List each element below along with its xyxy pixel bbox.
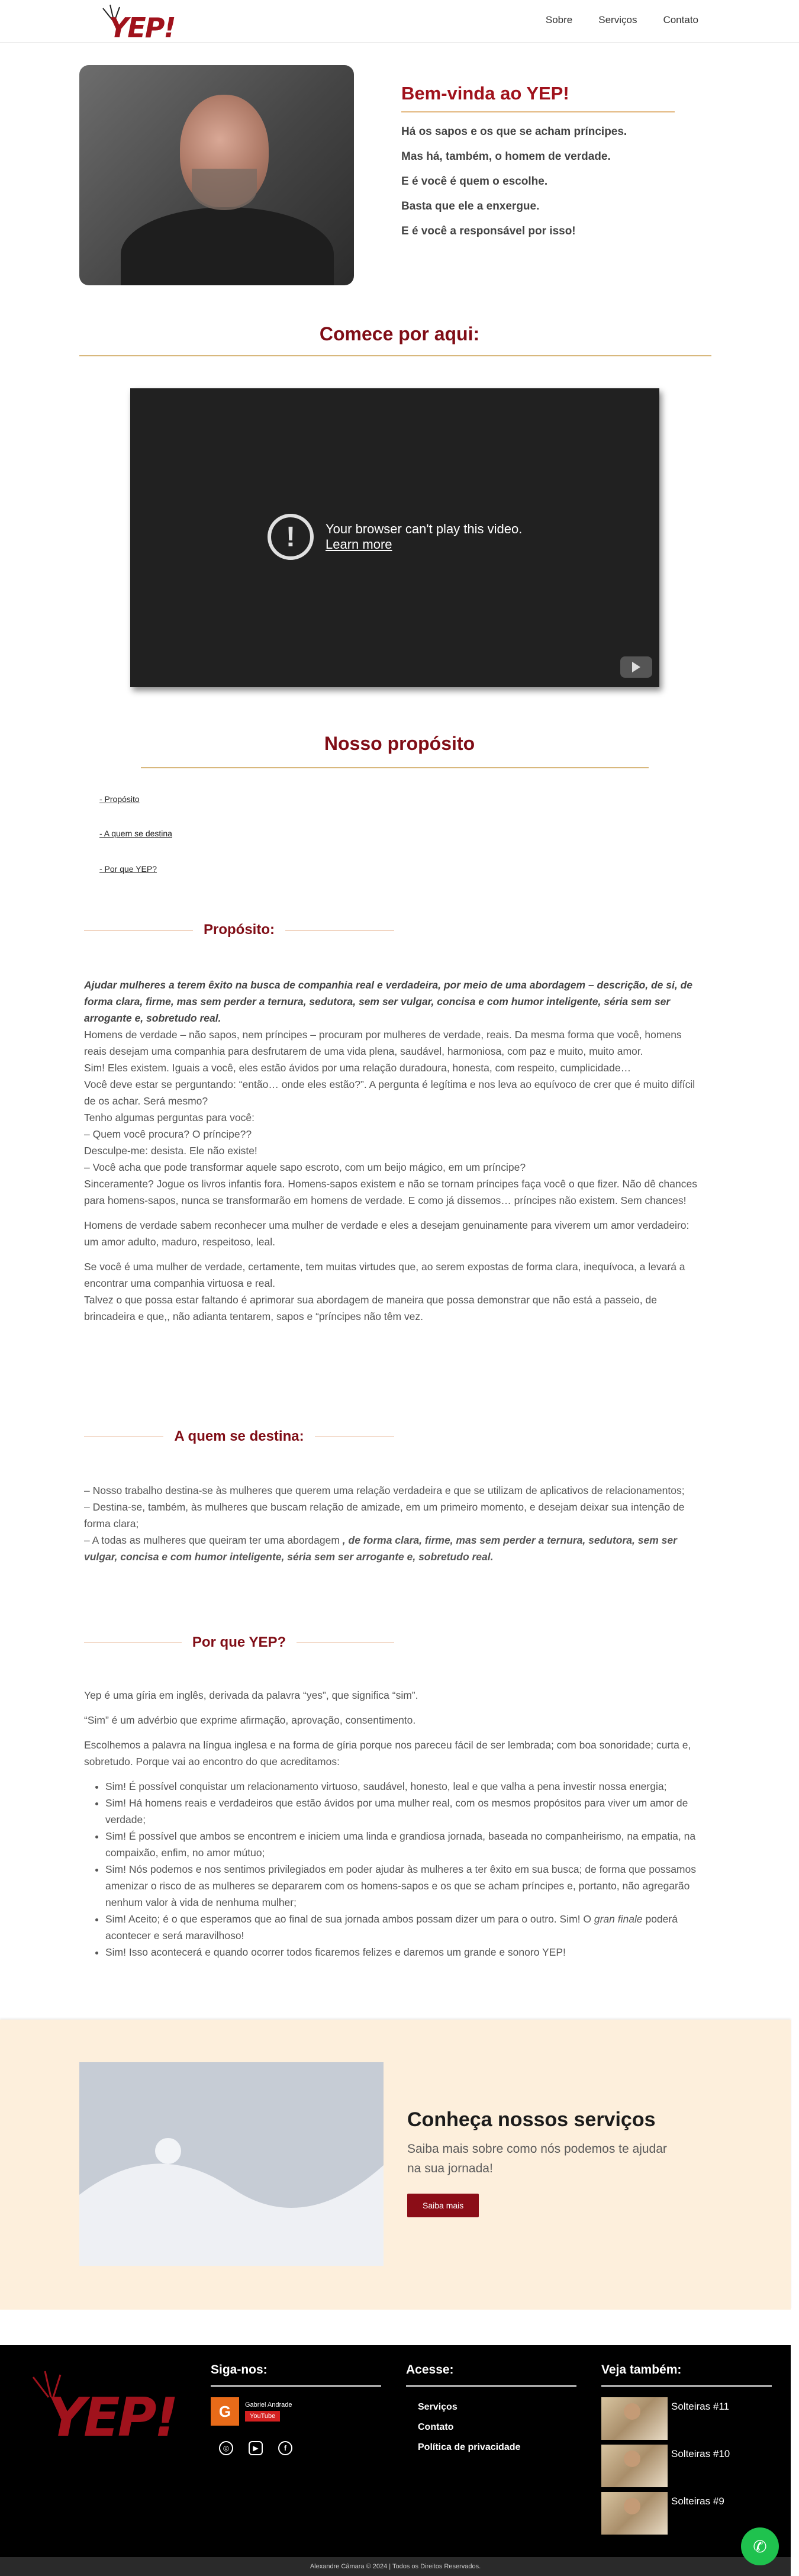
main-nav — [546, 14, 698, 26]
start-title: Comece por aqui: — [319, 323, 480, 344]
nav-sobre[interactable]: Sobre — [545, 14, 573, 25]
proposito-line-3: Você deve estar se perguntando: “então… onde eles estão?”. A pergunta é legítima e nos leva ao equívoco de crer que é muito difícil de os achar. Será mesmo? — [84, 1078, 695, 1107]
destina-line-3-plain: – A todas as mulheres que queiram ter uma abordagem — [84, 1534, 343, 1546]
header — [0, 0, 799, 43]
footer-also — [601, 2363, 772, 2539]
proposito-p2: Homens de verdade sabem reconhecer uma mulher de verdade e eles a desejam genuinamente para viverem um amor verdadeiro: um amor adulto, maduro, respeitoso, leal. — [84, 1219, 690, 1248]
proposito-title: Propósito: — [204, 922, 275, 938]
footer-logo-text: YEP! — [47, 2387, 176, 2449]
whatsapp-icon[interactable]: ✆ — [741, 2527, 779, 2565]
youtube-subscribe-button[interactable]: YouTube — [245, 2411, 280, 2422]
services-description: Saiba mais sobre como nós podemos te ajudar na sua jornada! — [407, 2142, 667, 2175]
post-thumbnail — [601, 2397, 668, 2440]
nav-servicos[interactable]: Serviços — [598, 14, 637, 25]
services-text — [407, 2108, 679, 2217]
proposito-lead: Ajudar mulheres a terem êxito na busca de companhia real e verdadeira, por meio de uma abordagem – descrição, de si, de forma clara, firme, mas sem perder a ternura, sedutora, sem ser vulgar, concisa e com humor inteligente, séria sem ser arrogante e, sobretudo real. — [84, 979, 693, 1024]
proposito-p3-2: Talvez o que possa estar faltando é aprimorar sua abordagem de maneira que possa demonstrar que não está a passeio, de brincadeira e que,, não adianta tentarem, sapos e “príncipes não têm vez. — [84, 1294, 657, 1322]
porque-bullet-3: • Sim! É possível que ambos se encontrem e iniciem uma linda e grandiosa jornada, baseada no companheirismo, na empatia, na compaixão, enfim, no amor mútuo; — [105, 1828, 697, 1861]
saiba-mais-button[interactable]: Saiba mais — [407, 2194, 479, 2217]
post-item[interactable] — [601, 2492, 772, 2535]
youtube-logo-icon[interactable] — [620, 656, 652, 678]
footer — [0, 2345, 791, 2557]
alert-icon: ! — [268, 514, 314, 560]
channel-avatar: G — [211, 2397, 239, 2426]
link-proposito[interactable]: - Propósito — [99, 794, 140, 804]
video-player[interactable] — [130, 388, 659, 687]
porque-bullet-2: • Sim! Há homens reais e verdadeiros que estão ávidos por uma mulher real, com os mesmos propósitos para viver um amor de verdade; — [105, 1795, 697, 1828]
services-image-placeholder — [79, 2062, 384, 2266]
post-title[interactable]: Solteiras #10 — [671, 2448, 730, 2459]
proposito-line-8: Sinceramente? Jogue os livros infantis fora. Homens-sapos existem e não se tornam príncipes faça você o que fizer. Não dê chances para homens-sapos, nunca se transformarão em homens de verdade. E como já dissemos… príncipes não existem. Sem chances! — [84, 1178, 697, 1206]
logo-text: YEP! — [109, 12, 175, 44]
proposito-line-7: – Você acha que pode transformar aquele sapo escroto, com um beijo mágico, em um príncipe? — [84, 1161, 526, 1173]
also-title: Veja também: — [601, 2363, 682, 2377]
destina-line-1: – Nosso trabalho destina-se às mulheres que querem uma relação verdadeira e que se utilizam de aplicativos de relacionamentos; — [84, 1485, 685, 1496]
copyright-bar: Alexandre Câmara © 2024 | Todos os Direitos Reservados. — [0, 2557, 791, 2576]
porque-p3: Escolhemos a palavra na língua inglesa e na forma de gíria porque nos pareceu fácil de ser lembrada; com boa sonoridade; curta e, sobretudo. Porque vai ao encontro do que acreditamos: — [84, 1739, 691, 1767]
proposito-line-4: Tenho algumas perguntas para você: — [84, 1112, 254, 1123]
access-title: Acesse: — [406, 2363, 454, 2377]
proposito-line-6: Desculpe-me: desista. Ele não existe! — [84, 1145, 257, 1157]
instagram-icon[interactable]: ◎ — [219, 2441, 233, 2455]
proposito-heading — [84, 921, 394, 939]
porque-bullet-4: • Sim! Nós podemos e nos sentimos privilegiados em poder ajudar às mulheres a ter êxito em sua busca; de forma que possamos amenizar o risco de as mulheres se depararem com os homens-sapos e os que se acham príncipes e, portanto, não agregarão nenhum valor à vida de nenhuma mulher; — [105, 1861, 697, 1911]
services-section — [0, 2020, 791, 2310]
hero-line-1: Há os sapos e os que se acham príncipes. — [401, 125, 627, 138]
nav-contato[interactable]: Contato — [663, 14, 698, 25]
porque-title: Por que YEP? — [192, 1634, 286, 1650]
youtube-icon[interactable]: ▶ — [249, 2441, 263, 2455]
porque-bullet-5: • Sim! Aceito; é o que esperamos que ao final de sua jornada ambos possam dizer um para o outro. Sim! O gran finale poderá acontecer e será maravilhoso! — [105, 1911, 697, 1944]
hero-photo — [79, 65, 354, 285]
porque-bullets — [84, 1778, 697, 1960]
hero-line-3: E é você é quem o escolhe. — [401, 175, 548, 188]
footer-access — [406, 2363, 576, 2458]
destina-line-3 — [84, 1532, 697, 1565]
destina-line-3-bold: , de forma clara, firme, mas sem perder a ternura, sedutora, sem ser vulgar, concisa e com humor inteligente, séria sem ser arrogante e, sobretudo real. — [84, 1534, 677, 1563]
hero-line-2: Mas há, também, o homem de verdade. — [401, 150, 611, 163]
hero-line-5: E é você a responsável por isso! — [401, 225, 576, 237]
footer-follow — [211, 2363, 381, 2455]
porque-heading — [84, 1634, 394, 1651]
logo[interactable] — [101, 4, 175, 44]
facebook-icon[interactable]: f — [278, 2441, 292, 2455]
hero-divider — [401, 111, 675, 112]
footer-link-servicos[interactable]: Serviços — [418, 2402, 458, 2412]
purpose-title: Nosso propósito — [324, 733, 475, 754]
hero — [0, 43, 799, 297]
hero-line-4: Basta que ele a enxergue. — [401, 200, 540, 212]
channel-name: Gabriel Andrade — [245, 2401, 292, 2408]
social-icons — [211, 2441, 381, 2455]
post-item[interactable] — [601, 2397, 772, 2440]
start-divider — [79, 355, 711, 356]
post-item[interactable] — [601, 2445, 772, 2487]
porque-p2: “Sim” é um advérbio que exprime afirmação, aprovação, consentimento. — [84, 1714, 416, 1726]
video-error — [268, 514, 522, 560]
proposito-p3-1: Se você é uma mulher de verdade, certamente, tem muitas virtudes que, ao serem expostas de forma clara, inequívoca, a levará a encontrar uma companhia virtuosa e real. — [84, 1261, 685, 1289]
follow-title: Siga-nos: — [211, 2363, 268, 2377]
footer-link-privacidade[interactable]: Política de privacidade — [418, 2442, 521, 2452]
destina-line-2: – Destina-se, também, às mulheres que buscam relação de amizade, em um primeiro momento, e desejam deixar sua intenção de forma clara; — [84, 1501, 685, 1530]
proposito-line-2: Sim! Eles existem. Iguais a você, eles estão ávidos por uma relação duradoura, honesta, com respeito, cumplicidade… — [84, 1062, 632, 1074]
footer-link-contato[interactable]: Contato — [418, 2422, 454, 2432]
destina-title: A quem se destina: — [174, 1428, 304, 1444]
youtube-channel-card[interactable] — [211, 2397, 381, 2426]
footer-logo[interactable] — [30, 2369, 176, 2452]
destina-body — [84, 1482, 697, 1565]
proposito-body — [84, 977, 697, 1325]
hero-title: Bem-vinda ao YEP! — [401, 83, 569, 104]
destina-heading — [84, 1428, 394, 1445]
post-title[interactable]: Solteiras #9 — [671, 2496, 724, 2507]
learn-more-link[interactable]: Learn more — [326, 537, 392, 552]
porque-bullet-6: • Sim! Isso acontecerá e quando ocorrer todos ficaremos felizes e daremos um grande e sonoro YEP! — [105, 1944, 697, 1960]
proposito-line-5: – Quem você procura? O príncipe?? — [84, 1128, 252, 1140]
purpose-divider — [141, 767, 649, 768]
services-title: Conheça nossos serviços — [407, 2108, 656, 2131]
hero-text — [401, 83, 674, 250]
video-error-message: Your browser can't play this video. — [326, 521, 523, 536]
link-por-que-yep[interactable]: - Por que YEP? — [99, 864, 157, 874]
link-a-quem-se-destina[interactable]: - A quem se destina — [99, 829, 172, 838]
post-title[interactable]: Solteiras #11 — [671, 2401, 729, 2412]
porque-p1: Yep é uma gíria em inglês, derivada da palavra “yes”, que significa “sim”. — [84, 1689, 418, 1701]
post-thumbnail — [601, 2492, 668, 2535]
post-thumbnail — [601, 2445, 668, 2487]
porque-body — [84, 1687, 697, 1960]
porque-bullet-1: • Sim! É possível conquistar um relacionamento virtuoso, saudável, honesto, leal e que valha a pena investir nossa energia; — [105, 1778, 697, 1795]
proposito-line-1: Homens de verdade – não sapos, nem príncipes – procuram por mulheres de verdade, reais. Da mesma forma que você, homens reais desejam uma companhia para desfrutarem de uma vida plena, saudável, harmoniosa, com paz e muito, muito amor. — [84, 1029, 682, 1057]
